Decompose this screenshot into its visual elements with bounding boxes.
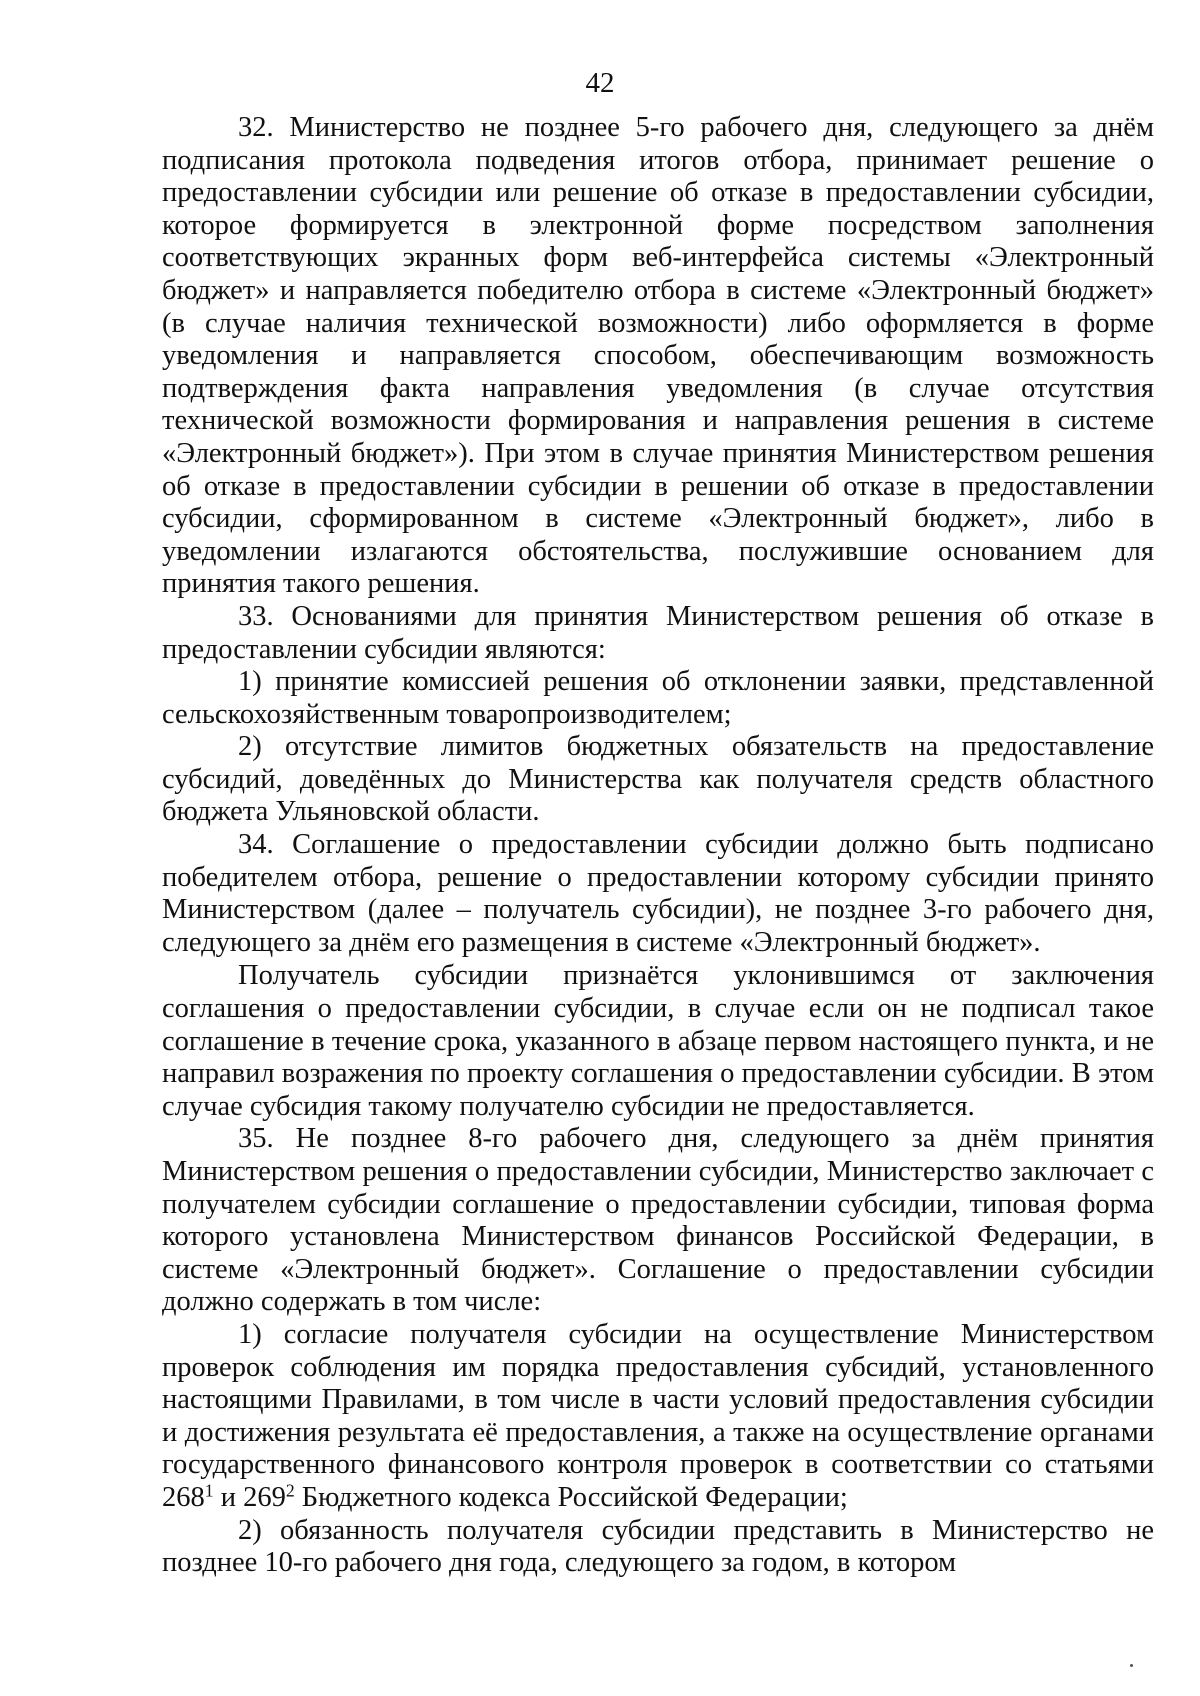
superscript-2: 2: [285, 1480, 295, 1501]
paragraph-35-item-1: [162, 1319, 1154, 1515]
scan-speck: [1130, 1664, 1133, 1667]
paragraph-34: 34. Соглашение о предоставлении субсидии должно быть подписано победителем отбора, решение о предоставлении которому субсидии принято Министерством (далее – получатель субсидии), не позднее 3-го рабочего дня, следующего за днём его размещения в системе «Электронный бюджет».: [162, 829, 1154, 958]
paragraph-32: 32. Министерство не позднее 5-го рабочего дня, следующего за днём подписания протокола подведения итогов отбора, принимает решение о предоставлении субсидии или решение об отказе в предоставлении субсидии, которое формируется в электронной форме посредством заполнения соответствующих экранных форм веб-интерфейса системы «Электронный бюджет» и направляется победителю отбора в системе «Электронный бюджет» (в случае наличия технической возможности) либо оформляется в форме уведомления и направляется способом, обеспечивающим возможность подтверждения факта направления уведомления (в случае отсутствия технической возможности формирования и направления решения в системе «Электронный бюджет»). При этом в случае принятия Министерством решения об отказе в предоставлении субсидии в решении об отказе в предоставлении субсидии, сформированном в системе «Электронный бюджет», либо в уведомлении излагаются обстоятельства, послужившие основанием для принятия такого решения.: [162, 112, 1154, 600]
paragraph-33-item-1: 1) принятие комиссией решения об отклонении заявки, представленной сельскохозяйственным товаропроизводителем;: [162, 666, 1154, 730]
paragraph-35-item-2: 2) обязанность получателя субсидии представить в Министерство не позднее 10-го рабочего дня года, следующего за годом, в котором: [162, 1514, 1154, 1579]
page-number: 42: [585, 67, 615, 99]
paragraph-35-item-1-mid: и 269: [213, 1481, 286, 1513]
paragraph-33-item-2: 2) отсутствие лимитов бюджетных обязательств на предоставление субсидий, доведённых до Министерства как получателя средств областного бюджета Ульяновской области.: [162, 731, 1154, 828]
paragraph-35-item-1-end: Бюджетного кодекса Российской Федерации;: [294, 1481, 848, 1513]
paragraph-35-item-1-text: 1) согласие получателя субсидии на осуществление Министерством проверок соблюдения им порядка предоставления субсидий, установленного настоящими Правилами, в том числе в части условий предоставления субсидии и достижения результата её предоставления, а также на осуществление органами государственного финансового контроля проверок в соответствии со статьями 268: [162, 1318, 1154, 1513]
document-body: [162, 112, 1154, 1580]
paragraph-33: 33. Основаниями для принятия Министерством решения об отказе в предоставлении субсидии являются:: [162, 600, 1154, 665]
paragraph-35: 35. Не позднее 8-го рабочего дня, следующего за днём принятия Министерством решения о предоставлении субсидии, Министерство заключает с получателем субсидии соглашение о предоставлении субсидии, типовая форма которого установлена Министерством финансов Российской Федерации, в системе «Электронный бюджет». Соглашение о предоставлении субсидии должно содержать в том числе:: [162, 1123, 1154, 1318]
superscript-1: 1: [204, 1480, 214, 1501]
paragraph-34-second: Получатель субсидии признаётся уклонившимся от заключения соглашения о предоставлении субсидии, в случае если он не подписал такое соглашение в течение срока, указанного в абзаце первом настоящего пункта, и не направил возражения по проекту соглашения о предоставлении субсидии. В этом случае субсидия такому получателю субсидии не предоставляется.: [162, 960, 1154, 1122]
